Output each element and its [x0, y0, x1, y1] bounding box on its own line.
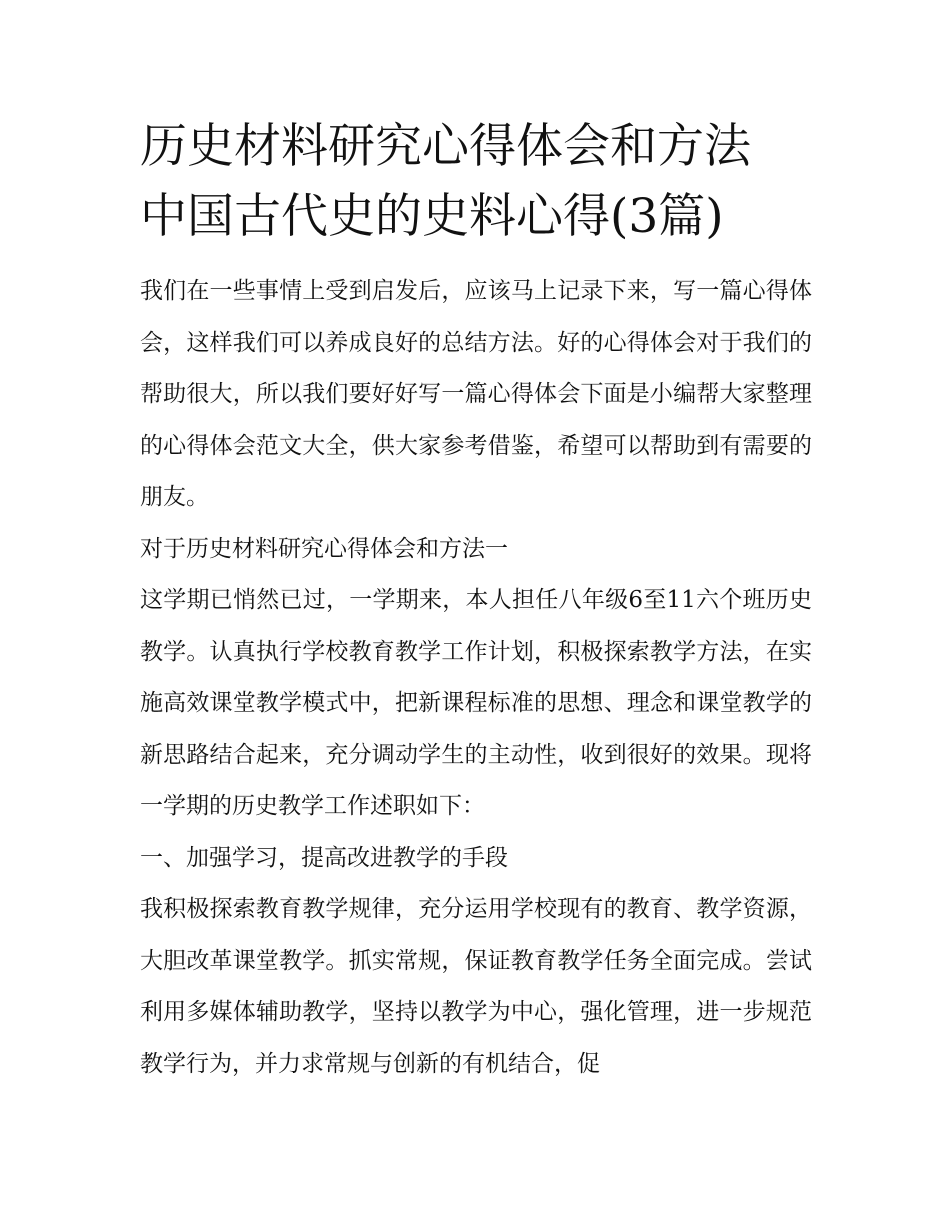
subsection-heading: 一、加强学习，提高改进教学的手段: [140, 844, 508, 871]
intro-paragraph: 我们在一些事情上受到启发后，应该马上记录下来，写一篇心得体会，这样我们可以养成良好的总结方法。好的心得体会对于我们的帮助很大，所以我们要好好写一篇心得体会下面是小编帮大家整理的心得体会范文大全，供大家参考借鉴，希望可以帮助到有需要的朋友。: [140, 278, 812, 510]
document-content: [140, 112, 812, 1090]
section-paragraph: 这学期已悄然已过，一学期来，本人担任八年级6至11六个班历史教学。认真执行学校教育教学工作计划，积极探索教学方法，在实施高效课堂教学模式中，把新课程标准的思想、理念和课堂教学的新思路结合起来，充分调动学生的主动性，收到很好的效果。现将一学期的历史教学工作述职如下：: [140, 587, 812, 819]
subsection-paragraph: 我积极探索教育教学规律，充分运用学校现有的教育、教学资源，大胆改革课堂教学。抓实常规，保证教育教学任务全面完成。尝试利用多媒体辅助教学，坚持以教学为中心，强化管理，进一步规范教学行为，并力求常规与创新的有机结合，促: [140, 896, 812, 1077]
title-line-1: 历史材料研究心得体会和方法: [140, 119, 751, 174]
document-body: [140, 266, 812, 1090]
document-title: [140, 112, 812, 252]
section-heading: 对于历史材料研究心得体会和方法一: [140, 535, 508, 562]
title-line-2: 中国古代史的史料心得(3篇): [140, 189, 724, 244]
